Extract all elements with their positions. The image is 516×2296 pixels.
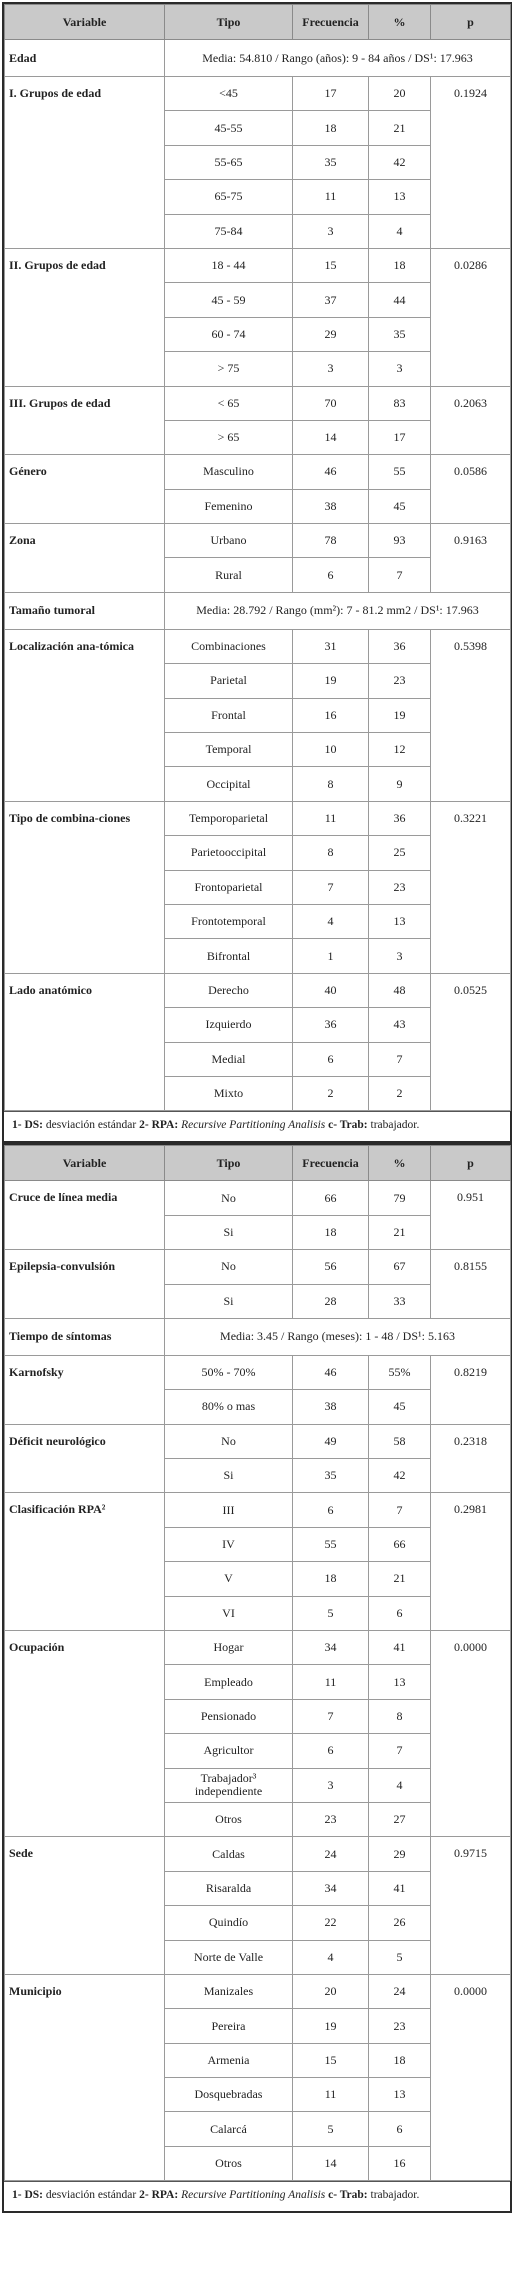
- frecuencia-cell: 7: [293, 1699, 369, 1733]
- summary-row: [5, 1318, 511, 1355]
- tipo-cell: Otros: [165, 1802, 293, 1836]
- variable-label: II. Grupos de edad: [5, 248, 165, 386]
- percent-cell: 19: [369, 698, 431, 732]
- table-row: [5, 1424, 511, 1458]
- percent-cell: 45: [369, 489, 431, 523]
- footnote-ds-text: desviación estándar: [43, 2189, 140, 2202]
- tipo-cell: 65-75: [165, 180, 293, 214]
- frecuencia-cell: 10: [293, 733, 369, 767]
- footnote-trab-text: trabajador.: [367, 2189, 420, 2202]
- tipo-cell: Femenino: [165, 489, 293, 523]
- p-value-cell: 0.9715: [431, 1837, 511, 1975]
- frecuencia-cell: 5: [293, 2112, 369, 2146]
- frecuencia-cell: 14: [293, 2146, 369, 2180]
- percent-cell: 3: [369, 939, 431, 973]
- table-block-2: [2, 1143, 512, 2213]
- percent-cell: 58: [369, 1424, 431, 1458]
- document-page: [2, 2, 512, 2213]
- frecuencia-cell: 35: [293, 145, 369, 179]
- tipo-cell: Occipital: [165, 767, 293, 801]
- percent-cell: 20: [369, 77, 431, 111]
- tipo-cell: Parietooccipital: [165, 836, 293, 870]
- percent-cell: 2: [369, 1076, 431, 1110]
- header-p: p: [431, 1146, 511, 1181]
- frecuencia-cell: 23: [293, 1802, 369, 1836]
- percent-cell: 4: [369, 1768, 431, 1802]
- variable-label: III. Grupos de edad: [5, 386, 165, 455]
- tipo-cell: No: [165, 1181, 293, 1215]
- frecuencia-cell: 55: [293, 1527, 369, 1561]
- summary-stats: Media: 28.792 / Rango (mm²): 7 - 81.2 mm2 / DS¹: 17.963: [165, 592, 511, 629]
- tipo-cell: IV: [165, 1527, 293, 1561]
- percent-cell: 93: [369, 524, 431, 558]
- tipo-cell: Combinaciones: [165, 629, 293, 663]
- tipo-cell: Dosquebradas: [165, 2078, 293, 2112]
- percent-cell: 27: [369, 1802, 431, 1836]
- variable-label: Sede: [5, 1837, 165, 1975]
- tipo-cell: 80% o mas: [165, 1390, 293, 1424]
- footnote-rpa-abbr: 2- RPA:: [139, 2189, 179, 2202]
- tipo-cell: Manizales: [165, 1974, 293, 2008]
- percent-cell: 24: [369, 1974, 431, 2008]
- percent-cell: 12: [369, 733, 431, 767]
- table-row: [5, 1355, 511, 1389]
- footnote: [4, 2181, 510, 2211]
- table-row: [5, 801, 511, 835]
- variable-label: I. Grupos de edad: [5, 77, 165, 249]
- variable-label: Zona: [5, 524, 165, 593]
- percent-cell: 21: [369, 1562, 431, 1596]
- percent-cell: 83: [369, 386, 431, 420]
- tipo-cell: III: [165, 1493, 293, 1527]
- frecuencia-cell: 15: [293, 248, 369, 282]
- frecuencia-cell: 18: [293, 111, 369, 145]
- table-row: [5, 1837, 511, 1871]
- tipo-cell: Izquierdo: [165, 1008, 293, 1042]
- frecuencia-cell: 49: [293, 1424, 369, 1458]
- frecuencia-cell: 38: [293, 1390, 369, 1424]
- frecuencia-cell: 8: [293, 767, 369, 801]
- variable-label: Lado anatómico: [5, 973, 165, 1111]
- frecuencia-cell: 18: [293, 1562, 369, 1596]
- tipo-cell: VI: [165, 1596, 293, 1630]
- table-row: [5, 248, 511, 282]
- table-row: [5, 77, 511, 111]
- percent-cell: 13: [369, 1665, 431, 1699]
- summary-stats: Media: 54.810 / Rango (años): 9 - 84 años / DS¹: 17.963: [165, 40, 511, 77]
- frecuencia-cell: 11: [293, 180, 369, 214]
- percent-cell: 41: [369, 1871, 431, 1905]
- frecuencia-cell: 3: [293, 1768, 369, 1802]
- frecuencia-cell: 37: [293, 283, 369, 317]
- variable-label: Localización ana-tómica: [5, 629, 165, 801]
- tipo-cell: Si: [165, 1215, 293, 1249]
- footnote-trab-text: trabajador.: [367, 1119, 420, 1132]
- percent-cell: 13: [369, 904, 431, 938]
- variable-label: Karnofsky: [5, 1355, 165, 1424]
- summary-row: [5, 40, 511, 77]
- tipo-cell: Frontotemporal: [165, 904, 293, 938]
- frecuencia-cell: 35: [293, 1459, 369, 1493]
- tipo-cell: 50% - 70%: [165, 1355, 293, 1389]
- percent-cell: 67: [369, 1250, 431, 1284]
- tipo-cell: Si: [165, 1459, 293, 1493]
- frecuencia-cell: 6: [293, 1734, 369, 1768]
- table-row: [5, 973, 511, 1007]
- header-variable: Variable: [5, 1146, 165, 1181]
- frecuencia-cell: 4: [293, 1940, 369, 1974]
- tipo-cell: < 65: [165, 386, 293, 420]
- percent-cell: 25: [369, 836, 431, 870]
- tipo-cell: Medial: [165, 1042, 293, 1076]
- p-value-cell: 0.951: [431, 1181, 511, 1250]
- percent-cell: 23: [369, 2009, 431, 2043]
- frecuencia-cell: 46: [293, 1355, 369, 1389]
- table-row: [5, 1493, 511, 1527]
- tipo-cell: Calarcá: [165, 2112, 293, 2146]
- frecuencia-cell: 29: [293, 317, 369, 351]
- tipo-cell: Pensionado: [165, 1699, 293, 1733]
- table-2: [4, 1145, 511, 2181]
- header-tipo: Tipo: [165, 1146, 293, 1181]
- variable-label: Clasificación RPA²: [5, 1493, 165, 1631]
- frecuencia-cell: 19: [293, 664, 369, 698]
- frecuencia-cell: 38: [293, 489, 369, 523]
- header-row: [5, 5, 511, 40]
- frecuencia-cell: 6: [293, 1493, 369, 1527]
- table-1: [4, 4, 511, 1111]
- tipo-cell: Si: [165, 1284, 293, 1318]
- percent-cell: 36: [369, 801, 431, 835]
- p-value-cell: 0.8155: [431, 1250, 511, 1319]
- p-value-cell: 0.0586: [431, 455, 511, 524]
- percent-cell: 55: [369, 455, 431, 489]
- percent-cell: 8: [369, 1699, 431, 1733]
- tipo-cell: Otros: [165, 2146, 293, 2180]
- percent-cell: 33: [369, 1284, 431, 1318]
- tipo-cell: Rural: [165, 558, 293, 592]
- frecuencia-cell: 56: [293, 1250, 369, 1284]
- percent-cell: 66: [369, 1527, 431, 1561]
- tipo-cell: Risaralda: [165, 1871, 293, 1905]
- summary-stats: Media: 3.45 / Rango (meses): 1 - 48 / DS¹: 5.163: [165, 1318, 511, 1355]
- percent-cell: 5: [369, 1940, 431, 1974]
- footnote-ds-abbr: 1- DS:: [12, 2189, 43, 2202]
- tipo-cell: Hogar: [165, 1631, 293, 1665]
- header-frecuencia: Frecuencia: [293, 5, 369, 40]
- tipo-cell: 45 - 59: [165, 283, 293, 317]
- percent-cell: 13: [369, 180, 431, 214]
- p-value-cell: 0.5398: [431, 629, 511, 801]
- percent-cell: 3: [369, 352, 431, 386]
- tipo-cell: Derecho: [165, 973, 293, 1007]
- frecuencia-cell: 78: [293, 524, 369, 558]
- frecuencia-cell: 11: [293, 801, 369, 835]
- frecuencia-cell: 18: [293, 1215, 369, 1249]
- header-tipo: Tipo: [165, 5, 293, 40]
- frecuencia-cell: 1: [293, 939, 369, 973]
- frecuencia-cell: 4: [293, 904, 369, 938]
- frecuencia-cell: 40: [293, 973, 369, 1007]
- frecuencia-cell: 66: [293, 1181, 369, 1215]
- table-row: [5, 629, 511, 663]
- tipo-cell: Agricultor: [165, 1734, 293, 1768]
- frecuencia-cell: 14: [293, 420, 369, 454]
- frecuencia-cell: 3: [293, 214, 369, 248]
- tipo-cell: > 65: [165, 420, 293, 454]
- tipo-cell: Norte de Valle: [165, 1940, 293, 1974]
- p-value-cell: 0.0525: [431, 973, 511, 1111]
- header-variable: Variable: [5, 5, 165, 40]
- tipo-cell: 75-84: [165, 214, 293, 248]
- frecuencia-cell: 36: [293, 1008, 369, 1042]
- footnote-ds-abbr: 1- DS:: [12, 1119, 43, 1132]
- footnote-rpa-abbr: 2- RPA:: [139, 1119, 179, 1132]
- variable-label: Edad: [5, 40, 165, 77]
- table-row: [5, 455, 511, 489]
- tipo-cell: No: [165, 1424, 293, 1458]
- frecuencia-cell: 20: [293, 1974, 369, 2008]
- header-percent: %: [369, 1146, 431, 1181]
- percent-cell: 17: [369, 420, 431, 454]
- p-value-cell: 0.3221: [431, 801, 511, 973]
- frecuencia-cell: 7: [293, 870, 369, 904]
- tipo-cell: Parietal: [165, 664, 293, 698]
- percent-cell: 26: [369, 1906, 431, 1940]
- tipo-cell: Trabajador³ independiente: [165, 1768, 293, 1802]
- variable-label: Género: [5, 455, 165, 524]
- footnote-rpa-text: Recursive Partitioning Analisis: [181, 1119, 326, 1132]
- tipo-cell: Armenia: [165, 2043, 293, 2077]
- header-frecuencia: Frecuencia: [293, 1146, 369, 1181]
- percent-cell: 42: [369, 1459, 431, 1493]
- tipo-cell: V: [165, 1562, 293, 1596]
- tipo-cell: Mixto: [165, 1076, 293, 1110]
- percent-cell: 41: [369, 1631, 431, 1665]
- percent-cell: 4: [369, 214, 431, 248]
- p-value-cell: 0.0286: [431, 248, 511, 386]
- p-value-cell: 0.1924: [431, 77, 511, 249]
- percent-cell: 7: [369, 1493, 431, 1527]
- percent-cell: 6: [369, 2112, 431, 2146]
- frecuencia-cell: 34: [293, 1871, 369, 1905]
- header-percent: %: [369, 5, 431, 40]
- frecuencia-cell: 46: [293, 455, 369, 489]
- p-value-cell: 0.2318: [431, 1424, 511, 1493]
- frecuencia-cell: 6: [293, 1042, 369, 1076]
- tipo-cell: Temporoparietal: [165, 801, 293, 835]
- frecuencia-cell: 11: [293, 1665, 369, 1699]
- table-row: [5, 1631, 511, 1665]
- footnote: [4, 1111, 510, 1141]
- percent-cell: 79: [369, 1181, 431, 1215]
- tipo-cell: Temporal: [165, 733, 293, 767]
- p-value-cell: 0.2981: [431, 1493, 511, 1631]
- percent-cell: 23: [369, 870, 431, 904]
- frecuencia-cell: 2: [293, 1076, 369, 1110]
- percent-cell: 7: [369, 1734, 431, 1768]
- frecuencia-cell: 5: [293, 1596, 369, 1630]
- p-value-cell: 0.8219: [431, 1355, 511, 1424]
- table-row: [5, 386, 511, 420]
- frecuencia-cell: 11: [293, 2078, 369, 2112]
- footnote-rpa-text: Recursive Partitioning Analisis: [181, 2189, 326, 2202]
- percent-cell: 42: [369, 145, 431, 179]
- percent-cell: 21: [369, 111, 431, 145]
- percent-cell: 23: [369, 664, 431, 698]
- variable-label: Municipio: [5, 1974, 165, 2180]
- tipo-cell: 60 - 74: [165, 317, 293, 351]
- tipo-cell: > 75: [165, 352, 293, 386]
- footnote-trab-abbr: c- Trab:: [328, 1119, 368, 1132]
- tipo-cell: 18 - 44: [165, 248, 293, 282]
- variable-label: Tamaño tumoral: [5, 592, 165, 629]
- p-value-cell: 0.0000: [431, 1974, 511, 2180]
- percent-cell: 7: [369, 558, 431, 592]
- percent-cell: 44: [369, 283, 431, 317]
- percent-cell: 36: [369, 629, 431, 663]
- tipo-cell: Pereira: [165, 2009, 293, 2043]
- p-value-cell: 0.2063: [431, 386, 511, 455]
- frecuencia-cell: 16: [293, 698, 369, 732]
- percent-cell: 43: [369, 1008, 431, 1042]
- frecuencia-cell: 19: [293, 2009, 369, 2043]
- frecuencia-cell: 28: [293, 1284, 369, 1318]
- percent-cell: 35: [369, 317, 431, 351]
- percent-cell: 16: [369, 2146, 431, 2180]
- frecuencia-cell: 24: [293, 1837, 369, 1871]
- variable-label: Déficit neurológico: [5, 1424, 165, 1493]
- frecuencia-cell: 34: [293, 1631, 369, 1665]
- table-row: [5, 1974, 511, 2008]
- footnote-trab-abbr: c- Trab:: [328, 2189, 368, 2202]
- variable-label: Cruce de línea media: [5, 1181, 165, 1250]
- frecuencia-cell: 15: [293, 2043, 369, 2077]
- percent-cell: 6: [369, 1596, 431, 1630]
- percent-cell: 29: [369, 1837, 431, 1871]
- frecuencia-cell: 17: [293, 77, 369, 111]
- percent-cell: 13: [369, 2078, 431, 2112]
- p-value-cell: 0.9163: [431, 524, 511, 593]
- percent-cell: 48: [369, 973, 431, 1007]
- table-row: [5, 1181, 511, 1215]
- percent-cell: 45: [369, 1390, 431, 1424]
- variable-label: Tiempo de síntomas: [5, 1318, 165, 1355]
- frecuencia-cell: 70: [293, 386, 369, 420]
- header-p: p: [431, 5, 511, 40]
- variable-label: Epilepsia-convulsión: [5, 1250, 165, 1319]
- tipo-cell: Frontoparietal: [165, 870, 293, 904]
- percent-cell: 7: [369, 1042, 431, 1076]
- header-row: [5, 1146, 511, 1181]
- tipo-cell: Bifrontal: [165, 939, 293, 973]
- tipo-cell: 55-65: [165, 145, 293, 179]
- frecuencia-cell: 22: [293, 1906, 369, 1940]
- table-block-1: [2, 2, 512, 1143]
- table-row: [5, 524, 511, 558]
- tipo-cell: Masculino: [165, 455, 293, 489]
- frecuencia-cell: 6: [293, 558, 369, 592]
- percent-cell: 21: [369, 1215, 431, 1249]
- frecuencia-cell: 8: [293, 836, 369, 870]
- table-row: [5, 1250, 511, 1284]
- p-value-cell: 0.0000: [431, 1631, 511, 1837]
- percent-cell: 18: [369, 2043, 431, 2077]
- tipo-cell: 45-55: [165, 111, 293, 145]
- frecuencia-cell: 31: [293, 629, 369, 663]
- percent-cell: 18: [369, 248, 431, 282]
- variable-label: Tipo de combina-ciones: [5, 801, 165, 973]
- percent-cell: 55%: [369, 1355, 431, 1389]
- tipo-cell: Frontal: [165, 698, 293, 732]
- tipo-cell: <45: [165, 77, 293, 111]
- variable-label: Ocupación: [5, 1631, 165, 1837]
- footnote-ds-text: desviación estándar: [43, 1119, 140, 1132]
- tipo-cell: Empleado: [165, 1665, 293, 1699]
- tipo-cell: Urbano: [165, 524, 293, 558]
- tipo-cell: No: [165, 1250, 293, 1284]
- frecuencia-cell: 3: [293, 352, 369, 386]
- summary-row: [5, 592, 511, 629]
- tipo-cell: Quindío: [165, 1906, 293, 1940]
- percent-cell: 9: [369, 767, 431, 801]
- tipo-cell: Caldas: [165, 1837, 293, 1871]
